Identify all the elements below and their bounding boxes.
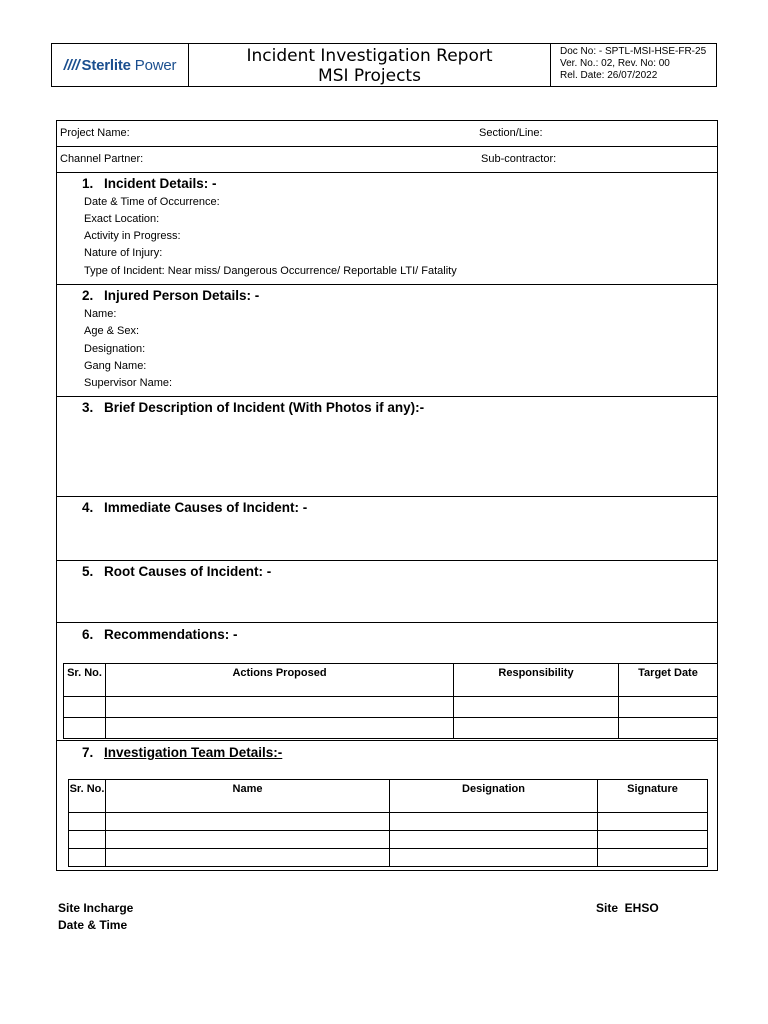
table-cell[interactable]: [390, 813, 598, 831]
table-cell[interactable]: [106, 849, 390, 867]
table-cell[interactable]: [454, 718, 619, 739]
injured-supervisor: Supervisor Name:: [84, 377, 173, 389]
table-cell[interactable]: [69, 849, 106, 867]
table-cell[interactable]: [106, 718, 454, 739]
incident-date-time: Date & Time of Occurrence:: [84, 196, 220, 208]
table-row: [64, 718, 718, 739]
section-6-title: 6. Recommendations: -: [82, 627, 238, 642]
incident-location: Exact Location:: [84, 213, 160, 225]
title-line-1: Incident Investigation Report: [246, 46, 493, 66]
table-header-row: [69, 780, 708, 813]
divider: [56, 146, 718, 147]
divider: [56, 560, 718, 561]
divider: [56, 622, 718, 623]
table-row: [69, 813, 708, 831]
col-responsibility: Responsibility: [454, 664, 619, 697]
table-cell[interactable]: [106, 813, 390, 831]
section-4-title: 4. Immediate Causes of Incident: -: [82, 500, 308, 515]
table-cell[interactable]: [390, 849, 598, 867]
col-sr-no: Sr. No.: [69, 780, 106, 813]
divider: [56, 172, 718, 173]
table-row: [69, 831, 708, 849]
title-line-2: MSI Projects: [318, 66, 421, 86]
activity-in-progress: Activity in Progress:: [84, 230, 181, 242]
section-3-title: 3. Brief Description of Incident (With Photos if any):-: [82, 400, 425, 415]
col-signature: Signature: [598, 780, 708, 813]
project-name-label: Project Name:: [60, 127, 130, 139]
description-area[interactable]: [57, 418, 717, 496]
divider: [56, 396, 718, 397]
table-cell[interactable]: [598, 849, 708, 867]
table-cell[interactable]: [64, 697, 106, 718]
col-target-date: Target Date: [619, 664, 718, 697]
table-cell[interactable]: [454, 697, 619, 718]
section-2-title: 2. Injured Person Details: -: [82, 288, 260, 303]
section-5-title: 5. Root Causes of Incident: -: [82, 564, 272, 579]
document-meta: [550, 43, 717, 87]
col-sr-no: Sr. No.: [64, 664, 106, 697]
injured-age-sex: Age & Sex:: [84, 325, 140, 337]
type-of-incident: Type of Incident: Near miss/ Dangerous Occurrence/ Reportable LTI/ Fatality: [84, 265, 457, 277]
injured-gang-name: Gang Name:: [84, 360, 147, 372]
recommendations-table: [63, 663, 718, 739]
injured-name: Name:: [84, 308, 117, 320]
divider: [56, 740, 718, 741]
section-line-label: Section/Line:: [479, 127, 543, 139]
section-7-title: 7. Investigation Team Details:-: [82, 745, 283, 760]
table-row: [69, 849, 708, 867]
col-name: Name: [106, 780, 390, 813]
sub-contractor-label: Sub-contractor:: [481, 153, 557, 165]
divider: [56, 496, 718, 497]
channel-partner-label: Channel Partner:: [60, 153, 144, 165]
investigation-team-table: [68, 779, 708, 867]
col-actions-proposed: Actions Proposed: [106, 664, 454, 697]
table-cell[interactable]: [390, 831, 598, 849]
table-cell[interactable]: [106, 697, 454, 718]
logo-stripes-icon: ////: [63, 56, 80, 74]
table-cell[interactable]: [106, 831, 390, 849]
section-1-title: 1. Incident Details: -: [82, 176, 217, 191]
col-designation: Designation: [390, 780, 598, 813]
site-ehso-label: Site EHSO: [596, 901, 659, 915]
nature-of-injury: Nature of Injury:: [84, 247, 163, 259]
table-cell[interactable]: [598, 813, 708, 831]
date-time-label: Date & Time: [58, 918, 128, 932]
table-cell[interactable]: [598, 831, 708, 849]
root-causes-area[interactable]: [57, 582, 717, 622]
site-incharge-label: Site Incharge: [58, 901, 134, 915]
table-cell[interactable]: [619, 697, 718, 718]
divider: [56, 284, 718, 285]
table-cell[interactable]: [64, 718, 106, 739]
table-header-row: [64, 664, 718, 697]
doc-number: Doc No: - SPTL-MSI-HSE-FR-25: [560, 46, 707, 57]
injured-designation: Designation:: [84, 343, 146, 355]
table-row: [64, 697, 718, 718]
logo-text: //// Sterlite Power: [63, 56, 177, 74]
table-cell[interactable]: [619, 718, 718, 739]
table-cell[interactable]: [69, 831, 106, 849]
company-logo: [51, 43, 189, 87]
version-number: Ver. No.: 02, Rev. No: 00: [560, 58, 670, 69]
table-cell[interactable]: [69, 813, 106, 831]
release-date: Rel. Date: 26/07/2022: [560, 70, 658, 81]
immediate-causes-area[interactable]: [57, 518, 717, 560]
report-title: [188, 43, 551, 87]
